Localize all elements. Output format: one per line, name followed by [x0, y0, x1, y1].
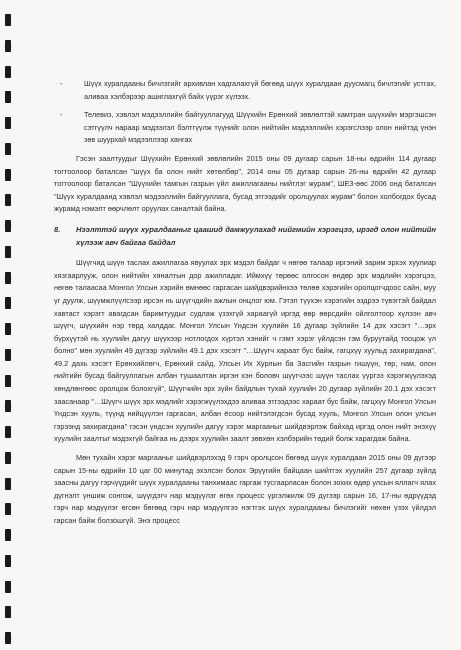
section-number: 8.: [54, 224, 61, 234]
binding-hole: [5, 452, 11, 464]
bullet-text: Телевиз, хэвлэл мэдээллийн байгууллагууд Шүүхийн Ерөнхий зөвлөлтэй хамтран шүүхийн мэргэшсэн сэтгүүлч нараар мэдээлэл бэлтгүүлж түүнийг олон нийтийн мэдээллийн хэрэгслээр олон нийтэд үнэн зөв шуурхай мэдээллээр хангах: [84, 110, 436, 145]
binding-hole: [5, 40, 11, 52]
binding-hole: [5, 375, 11, 387]
section-title: Нээлттэй шүүх хуралдааныг цаашид дамжуулахад нийгмийн хэрэгцээ, ирэгд олон нийтийн хүлээж авч байгаа байдал: [76, 224, 436, 247]
binding-hole: [5, 66, 11, 78]
binding-hole: [5, 555, 11, 567]
binding-hole: [5, 117, 11, 129]
binding-hole: [5, 220, 11, 232]
binding-hole: [5, 349, 11, 361]
binding-hole: [5, 503, 11, 515]
binding-holes: [5, 14, 13, 644]
binding-hole: [5, 194, 11, 206]
bullet-item: [54, 109, 436, 147]
binding-hole: [5, 91, 11, 103]
binding-hole: [5, 581, 11, 593]
binding-hole: [5, 246, 11, 258]
bullet-list: [54, 78, 436, 147]
paragraph: Шүүгчид шүүн таслах ажиллагаа явуулах эрх мэдэл байдаг ч нөгөө талаар иргэний зарим эрхэх хуулиар хязгаарлууж, олон нийтийн хяналтын дор ажилладаг. Иймхүү төрөөс олгосон өндөр эрх мэдлийн хэрэгцээ, нөгөө талаасаа Монгол Улсын хэрийн өмнөөс гаргасан шийдвэрийнхээ төлөө хэрэгийн оролцогчдоос сайн, муу үг дуулж, шүүмжлүүлсээр ирсэн нь шүүгчдийн ажлын онцлог юм. Гэтэл түүхэн хэрэгийн эздрээ түвэггэй байдал хавтаст хэрэгт авагдсан баримтуудыг судлаж үзэхгүй хараагүй иргэд өөр өөрсдийн ойлголтоор хүлээн авч шүүгч, шүүхийн нэр төрд халддаг. Монгол Улсын Үндсэн хуулийн 16 дугаар зүйлийн 14 дэх хэсэгт "…эрх бүрхүүтэй нь хуулийн дагуу шүүхээр нотлогдох хүртэл хэнийг ч гэмт хэрэг үйлдсэн гэм буруутайд тооцож үл болно" мөн хуулийн 49 дүгээр зүйлийн 49.1 дэх хэсэгт "…Шүүгч хараат бус байж, гагцхүү хуульд захирагдана", 49.2 дахь хэсэгт Ерөнхийлөгч, Ерөнхий сайд, Улсын Их Хурлын ба Засгийн газрын гишүүн, төр, нам, олон нийтийн бусад байгууллагын албан тушаалтан иргэн хэн боловч шүүгчээс шүүн таслах үүргээ хэрэгжүүлэхэд хөндлөнгөөс оролцож болохгүй", Шүүгчийн эрх зүйн байдлын тухай хуулийн 20 дугаар зүйлийн 20.1 дэх хэсэгт заасанаар "…Шүүгч шүүх эрх мэдлийг хэрэгжүүлэхдээ аливаа этгээдээс хараат бус байж, гагцхүү Монгол Улсын Үндсэн хууль, түүнд нийцүүлэн гаргасан, албан ёсоор нийтэлэгдсэн бусад хууль, Монгол Улсын олон улсын гэрээнд захирагдана" гэсэн үндсэн хуулийн дагуу хэрэг маргааныг шийдвэрлэж байхад иргэд олон нийт энэхүү хуулийн заалтыг мэдэхгүй байгаа нь дээрх хуулийн заалт зөвхөн хэлбэрийн төдий болж харагдаж байна.: [54, 258, 436, 444]
binding-hole: [5, 169, 11, 181]
document-body: [54, 78, 436, 534]
binding-hole: [5, 143, 11, 155]
paragraph: Мөн тухайн хэрэг маргааныг шийдвэрлэхэд 9 гэрч оролцсон бөгөөд шүүх хуралдаан 2015 оны 09 дүгээр сарын 15-ны өдрийн 10 цаг 00 минутад эхэлсэн болох Эрүүгийн байцаан шийтгэх хуулийн 257 дугаар зүйлд заасны дагуу гэрчүүдийг шүүх хуралдааны танхимаас гаргаж тусгаарласан болон зохих өдөр улсын яллагч ялах дүгнэлт үншиж сонгож, шүүгдэгч нар мэдүүлэг өгөх процесс үргэлжилж 09 дүгээр сарын 16, 17-ны өдрүүдэд гэрч нар мэдүүлэг өгсөн бөгөөд гэрч нар мэдүүлгээ нэгтгэх шүүх хуралдааны бичлэгийг нөхөн үзэх үйлдэл гарсан байж болзошгүй. Энэ процесс: [54, 453, 436, 525]
binding-hole: [5, 400, 11, 412]
bullet-item: [54, 78, 436, 103]
binding-hole: [5, 606, 11, 618]
binding-hole: [5, 14, 11, 26]
binding-hole: [5, 272, 11, 284]
section-heading: [54, 224, 436, 249]
bullet-marker: -: [60, 79, 63, 88]
binding-hole: [5, 478, 11, 490]
bullet-marker: -: [60, 110, 63, 120]
binding-hole: [5, 632, 11, 644]
binding-hole: [5, 529, 11, 541]
binding-hole: [5, 323, 11, 335]
bullet-text: Шүүх хуралдааны бичлэгийг архивлан хадгалахгүй бөгөөд шүүх хуралдаан дуусмагц бичлэгийг устгах, аливаа хэлбэрээр ашиглахгүй байх үүрэг хүлээх.: [84, 79, 436, 101]
paragraph: Гэсэн заалтуудыг Шүүхийн Ерөнхий зөвлөлийн 2015 оны 09 дугаар сарын 18-ны өдрийн 114 дугаар тогтоолоор баталсан "шүүх ба олон нийт хөтөлбөр", 2014 оны 05 дугаар сарын 26-ны өдрийн 42 дугаар тогтоолоор баталсан "Шүүхийн тамгын газрын үйл ажиллагааны нийтлэг журам", ШЕЗ-өөс 2006 онд баталсан "Шүүх хуралдаанд хэвлэл мэдээллийн байгууллага, бусад этгээдийг оролцуулах журам" болон холбогдох бусад журамд нэмэлт өөрчлөлт оруулах саналтай байна.: [54, 153, 436, 214]
binding-hole: [5, 297, 11, 309]
binding-hole: [5, 426, 11, 438]
